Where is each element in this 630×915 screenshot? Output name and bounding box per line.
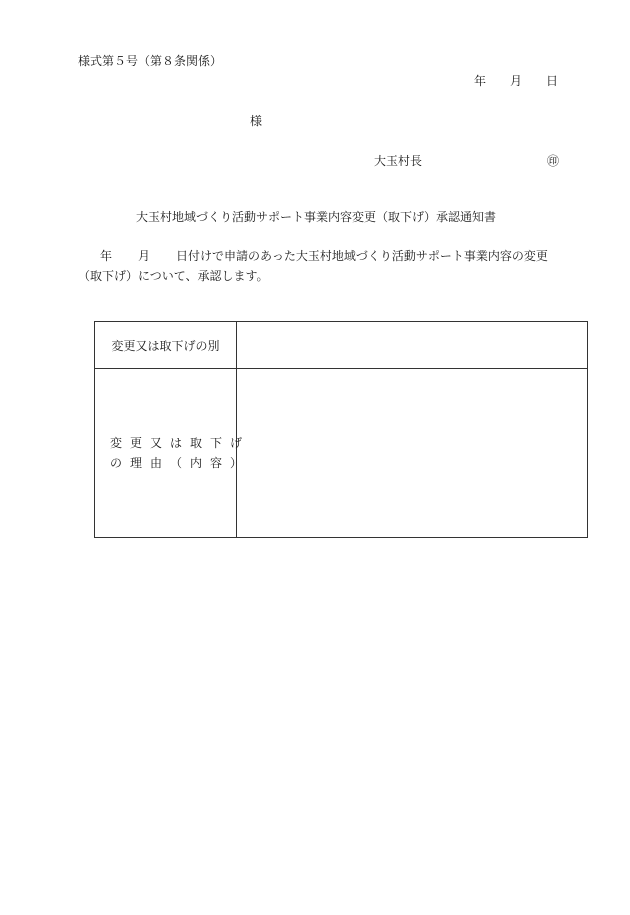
seal-mark: ㊞ [547, 154, 560, 168]
body-month-label: 月 [138, 249, 151, 263]
issuer-name: 大玉村長 [374, 154, 423, 168]
table-row-reason [95, 369, 588, 538]
date-month-label: 月 [510, 74, 523, 88]
date-line [474, 72, 558, 89]
body-year-label: 年 [100, 249, 113, 263]
body-text: 日付けで申請のあった大玉村地域づくり活動サポート事業内容の変更（取下げ）について、承認します。 [78, 249, 548, 283]
reason-value-field[interactable] [237, 369, 588, 538]
addressee-honorific: 様 [250, 114, 263, 128]
reason-label-line2: の理由（内容） [110, 456, 251, 470]
body-paragraph [78, 246, 568, 286]
details-table [94, 321, 588, 538]
reason-label [95, 369, 251, 538]
form-number: 様式第５号（第８条関係） [78, 54, 223, 68]
document-title: 大玉村地域づくり活動サポート事業内容変更（取下げ）承認通知書 [136, 210, 497, 224]
table-row-type [95, 322, 588, 369]
type-value-field[interactable] [237, 322, 588, 369]
reason-label-line1: 変更又は取下げ [110, 436, 251, 450]
date-day-label: 日 [546, 74, 559, 88]
date-year-label: 年 [474, 74, 487, 88]
type-label: 変更又は取下げの別 [95, 322, 237, 369]
